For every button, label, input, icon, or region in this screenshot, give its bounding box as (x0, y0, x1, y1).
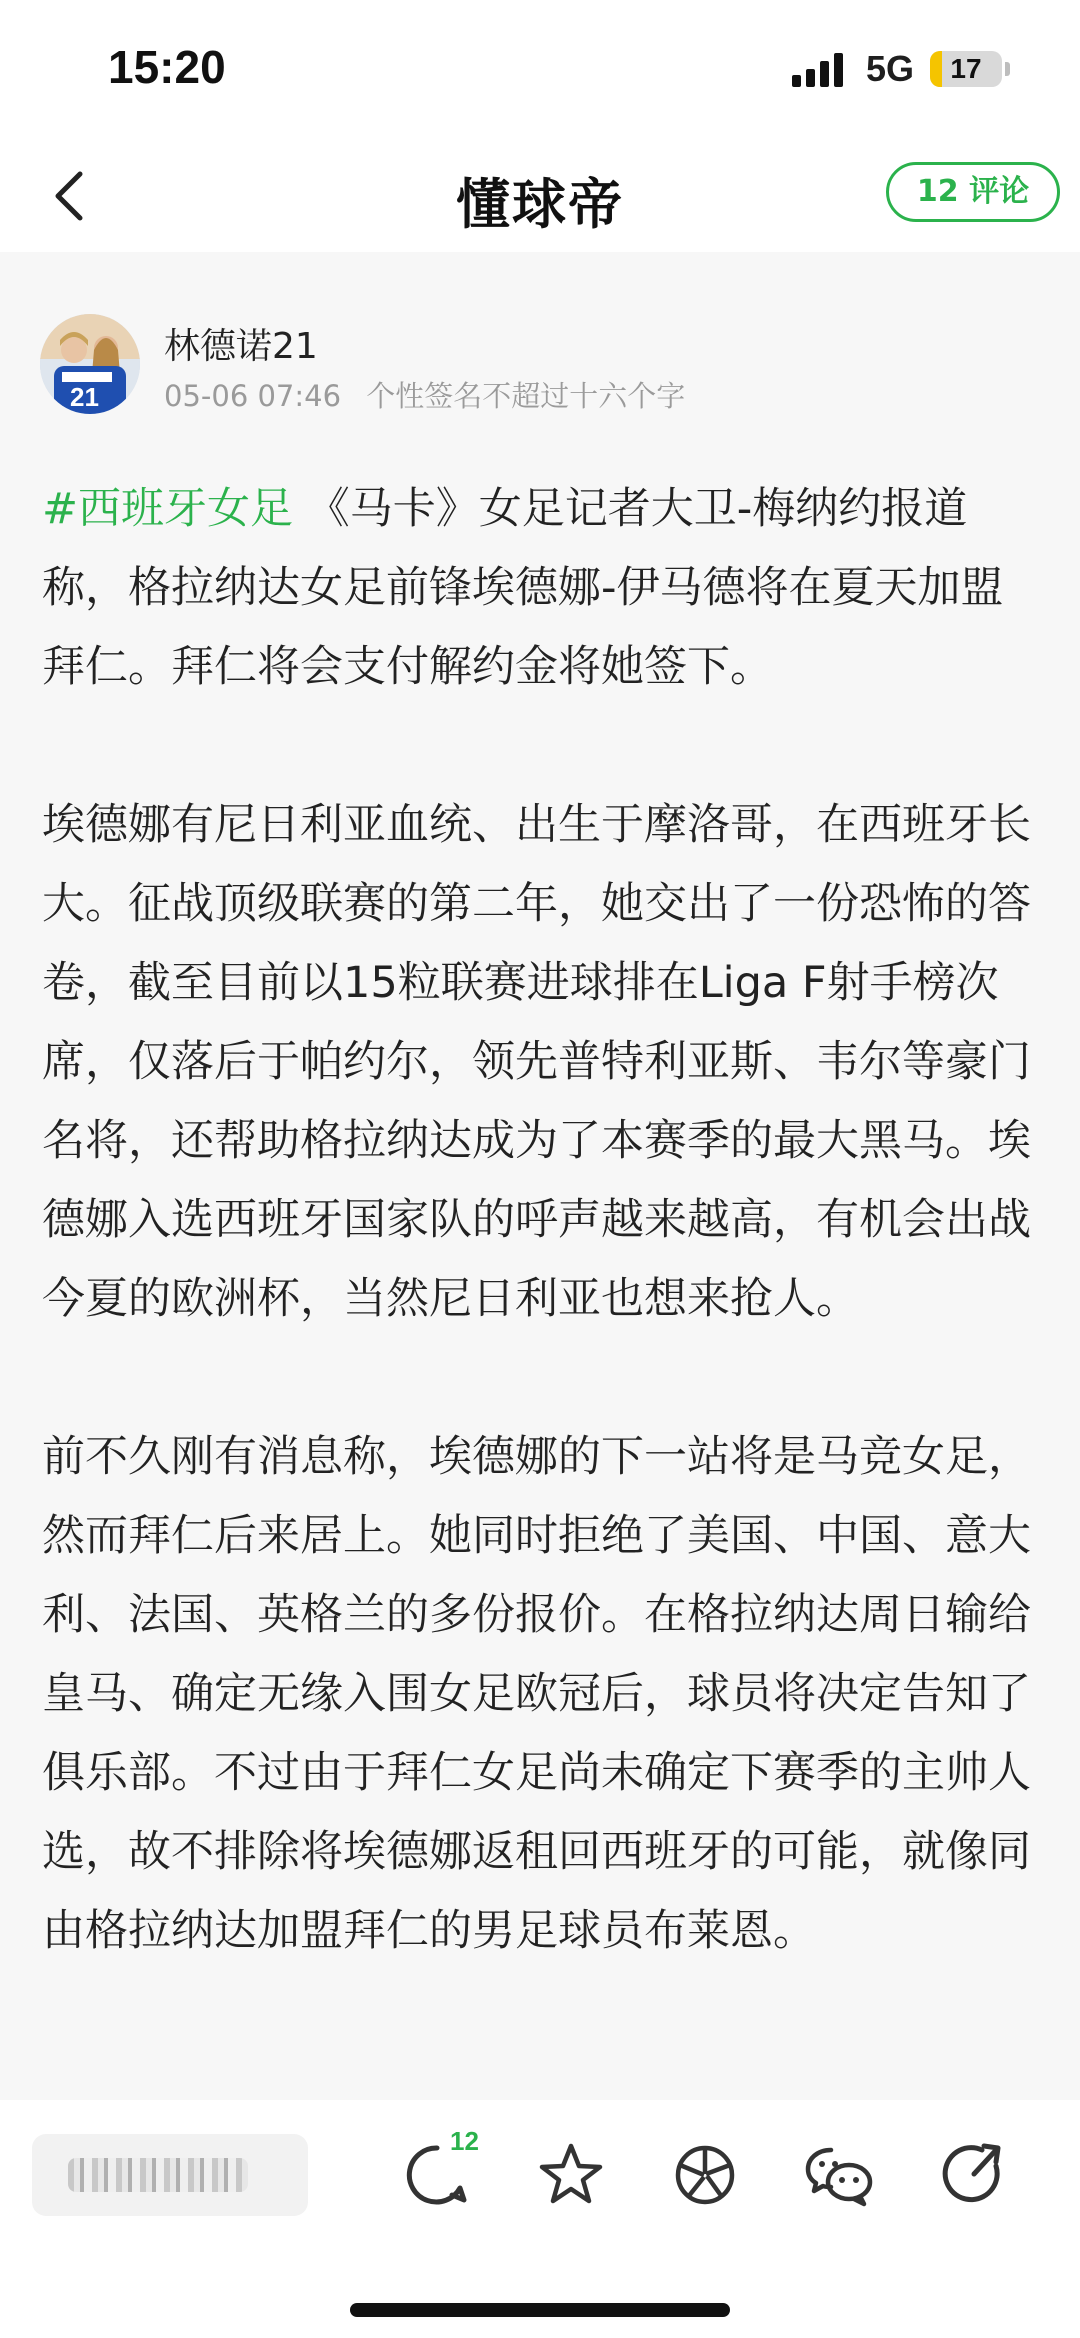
author-name[interactable]: 林德诺21 (164, 326, 318, 367)
status-bar (0, 0, 1080, 140)
battery-level: 17 (950, 53, 982, 84)
moments-icon (670, 2140, 740, 2210)
share-button[interactable] (938, 2140, 1008, 2210)
post-date: 05-06 07:46 (164, 379, 342, 413)
share-icon (938, 2140, 1008, 2210)
battery-icon (930, 51, 1002, 87)
home-indicator[interactable] (350, 2303, 730, 2317)
article-paragraph (42, 470, 1042, 707)
article-body (42, 470, 1042, 2050)
paragraph-text: 《马卡》女足记者大卫-梅纳约报道称，格拉纳达女足前锋埃德娜-伊马德将在夏天加盟拜仁。拜仁将会支付解约金将她签下。 (42, 484, 1004, 692)
status-indicators (792, 48, 1010, 90)
avatar[interactable] (40, 314, 140, 414)
comment-count-button[interactable]: 12 评论 (886, 162, 1060, 222)
comment-input[interactable] (32, 2134, 308, 2216)
signal-icon (792, 51, 848, 87)
article-paragraph: 前不久刚有消息称，埃德娜的下一站将是马竞女足，然而拜仁后来居上。她同时拒绝了美国、中国、意大利、法国、英格兰的多份报价。在格拉纳达周日输给皇马、确定无缘入围女足欧冠后，球员将决定告知了俱乐部。不过由于拜仁女足尚未确定下赛季的主帅人选，故不排除将埃德娜返租回西班牙的可能，就像同由格拉纳达加盟拜仁的男足球员布莱恩。 (42, 1432, 1031, 1956)
network-label: 5G (865, 48, 914, 89)
battery-cap (1005, 62, 1010, 76)
comment-count-badge: 12 (450, 2126, 479, 2156)
app-title: 懂球帝 (456, 173, 624, 236)
svg-text:21: 21 (70, 382, 99, 412)
author-meta (164, 374, 701, 415)
wechat-icon (804, 2140, 874, 2210)
comment-button[interactable] (402, 2126, 479, 2210)
moments-share-button[interactable] (670, 2140, 740, 2210)
avatar-image (40, 314, 140, 414)
blurred-placeholder (68, 2158, 248, 2192)
article-paragraph: 埃德娜有尼日利亚血统、出生于摩洛哥，在西班牙长大。征战顶级联赛的第二年，她交出了一份恐怖的答卷，截至目前以15粒联赛进球排在Liga F射手榜次席，仅落后于帕约尔，领先普特利亚斯、韦尔等豪门名将，还帮助格拉纳达成为了本赛季的最大黑马。埃德娜入选西班牙国家队的呼声越来越高，有机会出战今夏的欧洲杯，当然尼日利亚也想来抢人。 (42, 800, 1031, 1324)
star-icon (536, 2140, 606, 2210)
favorite-button[interactable] (536, 2140, 606, 2210)
status-time: 15:20 (108, 41, 226, 93)
author-signature: 个性签名不超过十六个字 (366, 379, 686, 413)
hashtag-link[interactable]: #西班牙女足 (42, 484, 294, 534)
bottom-action-bar (0, 2100, 1080, 2338)
nav-bar (0, 140, 1080, 252)
author-header (40, 310, 1040, 420)
wechat-share-button[interactable] (804, 2140, 874, 2210)
